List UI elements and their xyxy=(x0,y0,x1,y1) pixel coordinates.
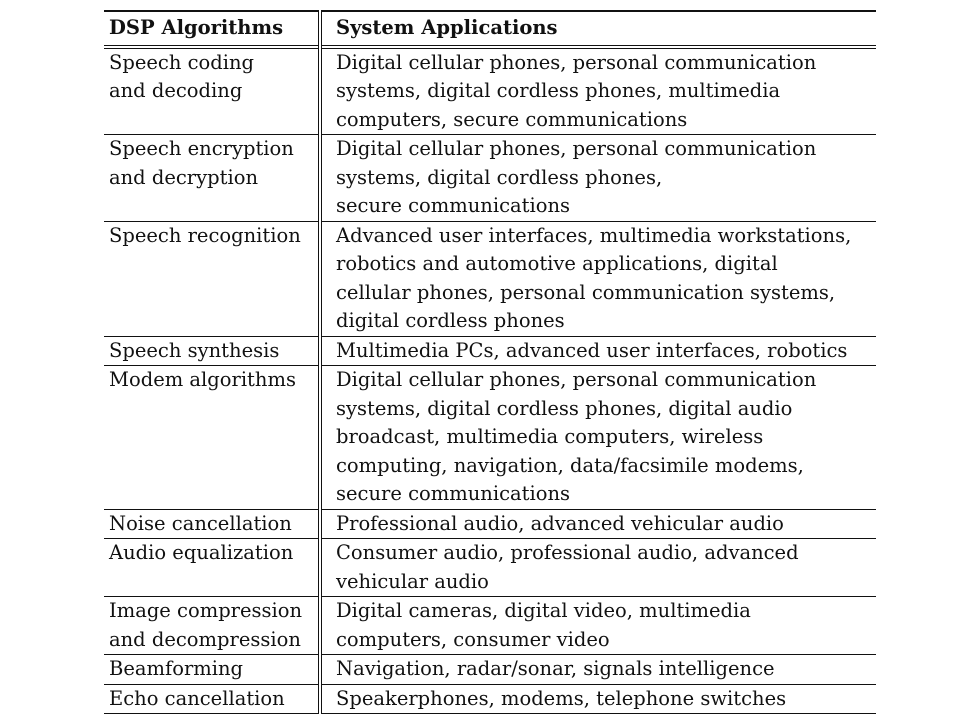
application-line: Digital cellular phones, personal communication xyxy=(336,368,817,391)
applications-cell xyxy=(320,597,876,655)
algorithm-cell xyxy=(104,366,320,510)
algorithm-line: Speech coding xyxy=(109,50,255,74)
algorithm-line: and decryption xyxy=(109,165,259,189)
header-system-applications: System Applications xyxy=(336,16,558,39)
algorithm-line: Image compression xyxy=(109,599,303,622)
table-header xyxy=(104,11,876,47)
table-row xyxy=(104,684,876,714)
algorithm-cell xyxy=(104,539,320,597)
application-line: systems, digital cordless phones, digital audio xyxy=(336,396,793,420)
table-row xyxy=(104,135,876,222)
application-line: Digital cellular phones, personal communication xyxy=(336,50,817,74)
algorithm-cell xyxy=(104,221,320,336)
application-line: secure communications xyxy=(336,482,571,505)
table-row xyxy=(104,47,876,135)
table-body xyxy=(104,47,876,714)
application-line: robotics and automotive applications, digital xyxy=(336,252,778,275)
application-line: Multimedia PCs, advanced user interfaces, robotics xyxy=(336,338,848,362)
applications-cell xyxy=(320,366,876,510)
application-line: systems, digital cordless phones, xyxy=(336,165,663,189)
algorithm-line: Echo cancellation xyxy=(109,686,285,710)
application-line: secure communications xyxy=(336,194,571,217)
applications-cell xyxy=(320,336,876,366)
dsp-applications-table xyxy=(104,10,876,714)
application-line: Professional audio, advanced vehicular audio xyxy=(336,511,784,535)
applications-cell xyxy=(320,539,876,597)
application-line: Consumer audio, professional audio, advanced xyxy=(336,541,799,564)
applications-cell xyxy=(320,509,876,539)
applications-cell xyxy=(320,684,876,714)
application-line: Advanced user interfaces, multimedia workstations, xyxy=(336,223,852,247)
application-line: computers, consumer video xyxy=(336,627,610,651)
algorithm-line: and decompression xyxy=(109,627,301,651)
application-line: systems, digital cordless phones, multimedia xyxy=(336,79,781,102)
application-line: computing, navigation, data/facsimile modems, xyxy=(336,453,804,477)
table-row xyxy=(104,597,876,655)
algorithm-cell xyxy=(104,47,320,135)
applications-cell xyxy=(320,135,876,222)
application-line: Digital cameras, digital video, multimedia xyxy=(336,599,751,622)
algorithm-line: Audio equalization xyxy=(109,541,294,564)
application-line: Speakerphones, modems, telephone switches xyxy=(336,686,787,710)
algorithm-line: Beamforming xyxy=(109,657,244,680)
application-line: cellular phones, personal communication systems, xyxy=(336,280,836,304)
header-dsp-algorithms: DSP Algorithms xyxy=(104,11,320,47)
application-line: Navigation, radar/sonar, signals intelligence xyxy=(336,657,775,680)
algorithm-line: Noise cancellation xyxy=(109,511,292,535)
application-line: digital cordless phones xyxy=(336,309,565,332)
table-row xyxy=(104,655,876,685)
algorithm-cell xyxy=(104,336,320,366)
algorithm-line: Speech recognition xyxy=(109,223,301,247)
dsp-applications-table-container xyxy=(104,10,876,714)
table-row xyxy=(104,221,876,336)
algorithm-cell xyxy=(104,509,320,539)
table-row xyxy=(104,539,876,597)
application-line: Digital cellular phones, personal communication xyxy=(336,137,817,160)
applications-cell xyxy=(320,655,876,685)
header-row xyxy=(104,11,876,47)
algorithm-line: and decoding xyxy=(109,79,243,102)
applications-cell xyxy=(320,47,876,135)
table-row xyxy=(104,509,876,539)
algorithm-line: Speech synthesis xyxy=(109,338,280,362)
algorithm-cell xyxy=(104,135,320,222)
algorithm-cell xyxy=(104,597,320,655)
algorithm-line: Modem algorithms xyxy=(109,368,296,391)
application-line: computers, secure communications xyxy=(336,107,688,131)
applications-cell xyxy=(320,221,876,336)
algorithm-line: Speech encryption xyxy=(109,137,294,160)
algorithm-cell xyxy=(104,684,320,714)
algorithm-cell xyxy=(104,655,320,685)
application-line: vehicular audio xyxy=(336,569,489,593)
application-line: broadcast, multimedia computers, wireless xyxy=(336,425,764,448)
table-row xyxy=(104,366,876,510)
table-row xyxy=(104,336,876,366)
